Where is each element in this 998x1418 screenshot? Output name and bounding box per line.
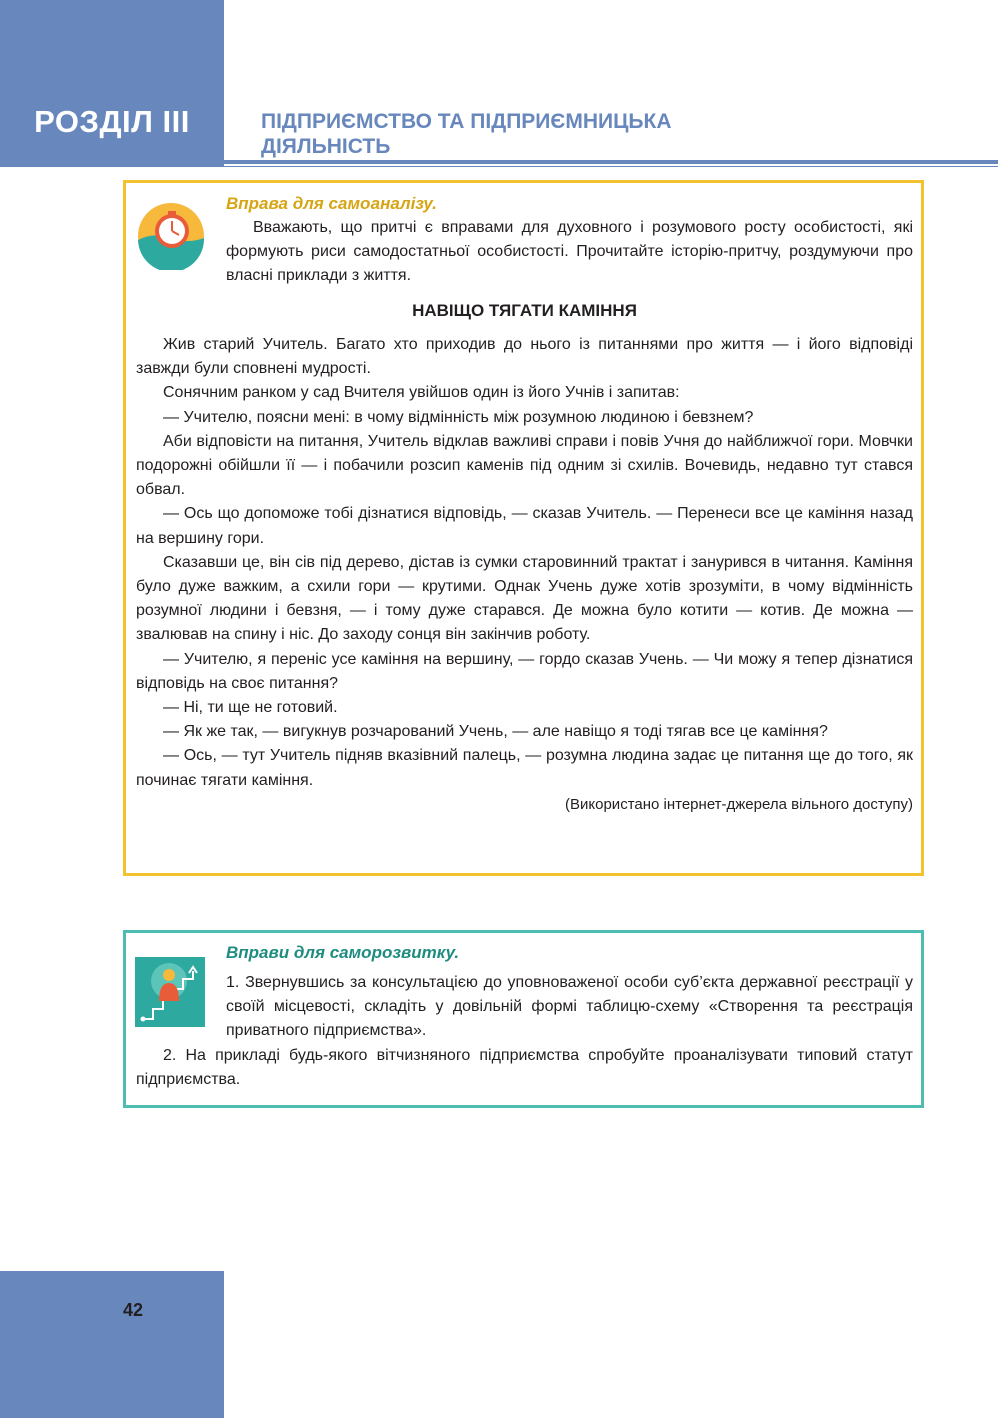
story-paragraph: Сказавши це, він сів під дерево, дістав із сумки старовинний трактат і занурився в читання. Каміння було дуже важким, а схили гори — крутими. Однак Учень дуже хотів зрозуміти, в чому відмінність розумної людини і бевзня, — і тому дуже старався. Де можна було котити — котив. Де можна — звалював на спину і ніс. До заходу сонця він закінчив роботу. — [136, 553, 913, 644]
clock-icon — [137, 202, 205, 270]
story-title: НАВІЩО ТЯГАТИ КАМІННЯ — [412, 301, 637, 320]
story-paragraph: — Учителю, я переніс усе каміння на вершину, — гордо сказав Учень. — Чи можу я тепер дізнатися відповідь на своє питання? — [136, 650, 913, 692]
self-analysis-intro — [226, 216, 913, 289]
intro-text: Вважають, що притчі є вправами для духовного і розумового росту особистості, які формують риси самодостатньої особистості. Прочитайте історію-притчу, роздумуючи про власні приклади з життя. — [226, 219, 913, 285]
self-development-box — [123, 930, 924, 1108]
story-text — [136, 333, 913, 817]
story-paragraph: — Ось, — тут Учитель підняв вказівний палець, — розумна людина задає це питання ще до того, як починає тягати каміння. — [136, 747, 913, 789]
story-paragraph: Аби відповісти на питання, Учитель відклав важливі справи і повів Учня до найближчої гори. Мовчки подорожні обійшли її — і побачили розсип каменів під одним зі схилів. Вочевидь, недавно тут стався обвал. — [136, 432, 913, 499]
stairs-icon — [135, 957, 205, 1027]
self-analysis-heading: Вправа для самоаналізу. — [226, 194, 437, 213]
header-rule — [224, 160, 998, 164]
chapter-title-line2: ДІЯЛЬНІСТЬ — [261, 135, 391, 158]
task-2-text: 2. На прикладі будь-якого вітчизняного підприємства спробуйте проаналізувати типовий статут підприємства. — [136, 1047, 913, 1089]
story-paragraph: Сонячним ранком у сад Вчителя увійшов один із його Учнів і запитав: — [163, 384, 680, 402]
story-paragraph: — Як же так, — вигукнув розчарований Учень, — але навіщо я тоді тягав все це каміння? — [163, 723, 828, 741]
self-development-heading: Вправи для саморозвитку. — [226, 943, 460, 962]
story-paragraph: — Учителю, поясни мені: в чому відмінність між розумною людиною і бевзнем? — [163, 408, 754, 426]
self-analysis-box — [123, 180, 924, 876]
source-note: (Використано інтернет-джерела вільного доступу) — [565, 795, 913, 813]
header-sidebar-block — [0, 0, 224, 167]
footer-sidebar-block — [0, 1271, 224, 1418]
story-paragraph: Жив старий Учитель. Багато хто приходив до нього із питаннями про життя — і його відповіді завжди були сповнені мудрості. — [136, 336, 913, 378]
chapter-title — [261, 109, 861, 159]
section-label: РОЗДІЛ ІІІ — [34, 104, 190, 139]
chapter-title-line1: ПІДПРИЄМСТВО ТА ПІДПРИЄМНИЦЬКА — [261, 110, 672, 133]
story-paragraph: — Ні, ти ще не готовий. — [163, 699, 338, 717]
header-rule-thin — [224, 166, 998, 167]
page-number: 42 — [123, 1300, 144, 1320]
task-2 — [136, 1044, 913, 1092]
task-1-text: 1. Звернувшись за консультацією до уповноваженої особи суб’єкта державної реєстрації у своїй місцевості, складіть у довільній формі таблицю-схему «Створення та реєстрація приватного підприємства». — [226, 974, 913, 1040]
task-1 — [226, 971, 913, 1044]
story-paragraph: — Ось що допоможе тобі дізнатися відповідь, — сказав Учитель. — Перенеси все це каміння назад на вершину гори. — [136, 505, 913, 547]
